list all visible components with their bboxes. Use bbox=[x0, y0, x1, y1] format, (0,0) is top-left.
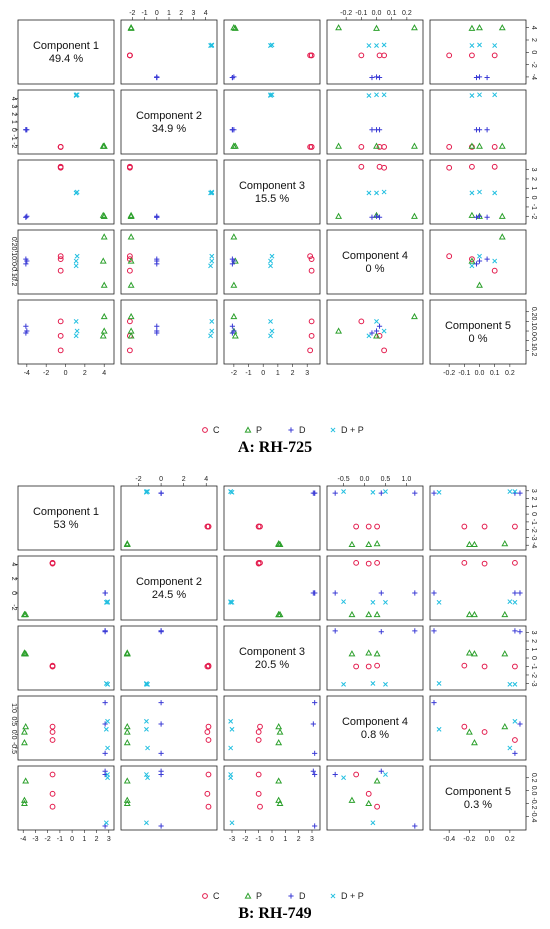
panel-frame bbox=[430, 556, 526, 620]
legend-marker-triangle bbox=[245, 427, 250, 432]
panel-1-1-2 bbox=[224, 556, 320, 620]
caption-b: B: RH-749 bbox=[238, 905, 312, 922]
tick-label: -2 bbox=[530, 61, 537, 68]
component-title: Component 2 bbox=[135, 576, 203, 588]
panel-frame bbox=[18, 160, 114, 224]
tick-label: 0.2 bbox=[530, 772, 537, 783]
component-title: Component 2 bbox=[135, 110, 203, 122]
tick-label: 4 bbox=[10, 96, 17, 101]
panel-1-0-1 bbox=[121, 486, 217, 550]
panel-1-4-1 bbox=[121, 766, 217, 830]
legend-1 bbox=[203, 891, 364, 901]
legend-marker-circle bbox=[203, 428, 208, 433]
tick-label: 0.0 bbox=[10, 256, 17, 266]
tick-label: 0 bbox=[154, 10, 159, 17]
panel-0-4-2 bbox=[224, 300, 320, 364]
tick-label: -2 bbox=[10, 142, 17, 149]
panel-frame bbox=[18, 486, 114, 550]
panel-1-4-4 bbox=[430, 766, 526, 830]
panel-frame bbox=[224, 486, 320, 550]
tick-label: 0 bbox=[261, 370, 266, 377]
panel-1-1-3 bbox=[327, 556, 423, 620]
panel-frame bbox=[224, 20, 320, 84]
tick-label: 0.5 bbox=[10, 716, 17, 727]
tick-label: 2 bbox=[530, 38, 537, 42]
tick-label: -2 bbox=[129, 10, 136, 17]
tick-label: 0.1 bbox=[10, 246, 17, 257]
panel-1-4-2 bbox=[224, 766, 320, 830]
tick-label: 2 bbox=[290, 370, 295, 377]
tick-label: 1.0 bbox=[10, 703, 17, 713]
tick-label: 3 bbox=[106, 836, 111, 843]
tick-label: -0.1 bbox=[355, 10, 368, 17]
tick-label: -0.1 bbox=[458, 370, 471, 377]
tick-label: -4 bbox=[530, 542, 537, 549]
tick-label: 2 bbox=[10, 112, 17, 117]
panel-frame bbox=[121, 300, 217, 364]
panel-0-3-2 bbox=[224, 230, 320, 294]
tick-label: -0.2 bbox=[10, 274, 17, 287]
tick-label: -3 bbox=[228, 836, 236, 843]
component-title: Component 4 bbox=[341, 716, 409, 728]
panel-0-2-4 bbox=[430, 160, 526, 224]
variance-value: 0 % bbox=[468, 333, 488, 345]
tick-label: -0.5 bbox=[10, 741, 17, 755]
legend-marker-triangle bbox=[245, 893, 250, 898]
panel-0-0-3 bbox=[327, 20, 423, 84]
panel-frame bbox=[224, 696, 320, 760]
tick-label: 1 bbox=[530, 647, 537, 652]
panel-frame bbox=[121, 696, 217, 760]
legend-label: D + P bbox=[341, 891, 364, 901]
panel-frame bbox=[430, 626, 526, 690]
legend-0 bbox=[203, 425, 364, 435]
tick-label: 0.0 bbox=[371, 10, 382, 17]
tick-label: -2 bbox=[530, 213, 537, 220]
panel-1-0-3 bbox=[327, 486, 423, 550]
tick-label: 1 bbox=[167, 10, 171, 17]
tick-label: -2 bbox=[135, 476, 142, 483]
panel-1-2-1 bbox=[121, 626, 217, 690]
tick-label: -1 bbox=[255, 836, 262, 843]
tick-label: -0.2 bbox=[530, 344, 537, 357]
variance-value: 49.4 % bbox=[48, 53, 84, 65]
legend-label: D bbox=[299, 891, 306, 901]
panel-1-3-2 bbox=[224, 696, 320, 760]
panel-0-0-0 bbox=[18, 20, 114, 84]
tick-label: -0.2 bbox=[463, 836, 476, 843]
component-title: Component 5 bbox=[444, 786, 512, 798]
tick-label: 1 bbox=[275, 370, 280, 377]
tick-label: -0.1 bbox=[530, 334, 537, 347]
matrix-1 bbox=[10, 476, 537, 843]
panel-frame bbox=[430, 160, 526, 224]
tick-label: 0 bbox=[70, 836, 75, 843]
tick-label: 3 bbox=[305, 370, 310, 377]
matrix-0 bbox=[10, 10, 537, 377]
panel-1-1-4 bbox=[430, 556, 526, 620]
panel-0-0-4 bbox=[430, 20, 526, 84]
tick-label: 3 bbox=[530, 488, 537, 493]
panel-0-3-4 bbox=[430, 230, 526, 294]
panel-0-1-4 bbox=[430, 90, 526, 154]
tick-label: 1 bbox=[10, 120, 17, 124]
tick-label: -2 bbox=[530, 526, 537, 533]
panel-1-4-3 bbox=[327, 766, 423, 830]
panel-1-0-2 bbox=[224, 486, 320, 550]
component-title: Component 3 bbox=[238, 646, 306, 658]
tick-label: 0 bbox=[10, 591, 17, 595]
tick-label: -0.2 bbox=[340, 10, 353, 17]
tick-label: -2 bbox=[242, 836, 249, 843]
panel-frame bbox=[121, 626, 217, 690]
legend-marker-x bbox=[331, 428, 335, 432]
panel-frame bbox=[430, 300, 526, 364]
tick-label: 3 bbox=[10, 104, 17, 109]
tick-label: -1 bbox=[10, 134, 17, 141]
panel-0-3-0 bbox=[18, 230, 114, 294]
caption-a: A: RH-725 bbox=[237, 439, 313, 456]
panel-frame bbox=[430, 766, 526, 830]
legend-label: C bbox=[213, 425, 220, 435]
tick-label: -3 bbox=[530, 534, 537, 541]
panel-frame bbox=[224, 300, 320, 364]
panel-frame bbox=[224, 160, 320, 224]
panel-frame bbox=[327, 696, 423, 760]
tick-label: 0 bbox=[10, 127, 17, 132]
tick-label: -4 bbox=[20, 836, 27, 843]
component-title: Component 1 bbox=[32, 506, 100, 518]
tick-label: -0.4 bbox=[443, 836, 456, 843]
panel-1-3-4 bbox=[430, 696, 526, 760]
panel-0-1-3 bbox=[327, 90, 423, 154]
panel-frame bbox=[18, 766, 114, 830]
tick-label: 2 bbox=[94, 836, 99, 843]
tick-label: -0.2 bbox=[443, 370, 456, 377]
legend-label: C bbox=[213, 891, 220, 901]
legend-label: D bbox=[299, 425, 306, 435]
panel-frame bbox=[121, 766, 217, 830]
tick-label: 2 bbox=[530, 639, 537, 643]
panel-0-4-0 bbox=[18, 300, 114, 364]
panel-0-1-1 bbox=[121, 90, 217, 154]
variance-value: 20.5 % bbox=[254, 659, 290, 671]
variance-value: 53 % bbox=[53, 519, 79, 531]
panel-1-3-1 bbox=[121, 696, 217, 760]
panel-0-4-1 bbox=[121, 300, 217, 364]
panel-frame bbox=[430, 90, 526, 154]
tick-label: -1 bbox=[245, 370, 252, 377]
tick-label: 0.2 bbox=[401, 10, 412, 17]
tick-label: -1 bbox=[141, 10, 148, 17]
panel-frame bbox=[327, 766, 423, 830]
panel-frame bbox=[121, 486, 217, 550]
tick-label: 0.2 bbox=[530, 306, 537, 317]
tick-label: -1 bbox=[56, 836, 64, 843]
tick-label: 0 bbox=[159, 476, 164, 483]
tick-label: 1.0 bbox=[401, 476, 412, 483]
component-title: Component 4 bbox=[341, 250, 409, 262]
panel-1-2-4 bbox=[430, 626, 526, 690]
tick-label: 0.0 bbox=[359, 476, 370, 483]
tick-label: 2 bbox=[530, 176, 537, 181]
tick-label: -1 bbox=[530, 203, 537, 211]
panel-1-2-0 bbox=[18, 626, 114, 690]
panel-1-0-4 bbox=[430, 486, 526, 550]
panel-frame bbox=[327, 486, 423, 550]
panel-frame bbox=[327, 556, 423, 620]
tick-label: 4 bbox=[203, 10, 208, 17]
panel-frame bbox=[224, 766, 320, 830]
tick-label: 0.2 bbox=[504, 370, 515, 377]
panel-frame bbox=[18, 230, 114, 294]
tick-label: 0.0 bbox=[530, 785, 537, 796]
panel-frame bbox=[224, 556, 320, 620]
panel-frame bbox=[121, 160, 217, 224]
tick-label: 3 bbox=[530, 630, 537, 635]
panel-1-1-0 bbox=[18, 556, 114, 620]
tick-label: 0.0 bbox=[474, 370, 485, 377]
panel-0-2-1 bbox=[121, 160, 217, 224]
tick-label: 1 bbox=[530, 186, 537, 191]
tick-label: 0.5 bbox=[380, 476, 391, 483]
tick-label: 2 bbox=[10, 576, 17, 581]
tick-label: 0.0 bbox=[10, 729, 17, 740]
tick-label: 1 bbox=[82, 836, 87, 843]
panel-frame bbox=[121, 90, 217, 154]
panel-frame bbox=[18, 626, 114, 690]
panel-frame bbox=[224, 90, 320, 154]
panel-0-1-0 bbox=[18, 90, 114, 154]
tick-label: 2 bbox=[530, 496, 537, 501]
tick-label: -3 bbox=[32, 836, 39, 843]
panel-frame bbox=[430, 486, 526, 550]
legend-label: P bbox=[256, 425, 263, 435]
tick-label: 0.1 bbox=[386, 10, 397, 17]
variance-value: 0.8 % bbox=[360, 729, 390, 741]
tick-label: -2 bbox=[10, 604, 17, 611]
tick-label: -1 bbox=[530, 518, 537, 526]
variance-value: 0.3 % bbox=[463, 799, 493, 811]
tick-label: 1 bbox=[530, 504, 537, 509]
legend-label: D + P bbox=[341, 425, 364, 435]
panel-frame bbox=[327, 300, 423, 364]
panel-frame bbox=[121, 556, 217, 620]
panel-frame bbox=[327, 626, 423, 690]
panel-1-2-2 bbox=[224, 626, 320, 690]
legend-label: P bbox=[256, 891, 263, 901]
panel-0-1-2 bbox=[224, 90, 320, 154]
panel-frame bbox=[18, 696, 114, 760]
tick-label: 4 bbox=[102, 370, 107, 377]
tick-label: 0.1 bbox=[489, 370, 500, 377]
panel-1-0-0 bbox=[18, 486, 114, 550]
tick-label: 4 bbox=[530, 25, 537, 30]
panel-frame bbox=[18, 300, 114, 364]
tick-label: 0.2 bbox=[10, 236, 17, 247]
component-title: Component 3 bbox=[238, 180, 306, 192]
component-title: Component 5 bbox=[444, 320, 512, 332]
component-title: Component 1 bbox=[32, 40, 100, 52]
tick-label: -1 bbox=[530, 663, 537, 670]
legend-marker-plus bbox=[288, 893, 293, 898]
tick-label: 3 bbox=[310, 836, 314, 843]
panel-0-2-3 bbox=[327, 160, 423, 224]
panel-0-2-0 bbox=[18, 160, 114, 224]
tick-label: 1 bbox=[283, 836, 288, 843]
tick-label: 4 bbox=[10, 562, 17, 567]
panel-frame bbox=[18, 556, 114, 620]
tick-label: 2 bbox=[82, 370, 87, 377]
tick-label: 3 bbox=[530, 167, 537, 172]
panel-frame bbox=[121, 230, 217, 294]
tick-label: -4 bbox=[23, 370, 30, 377]
panel-frame bbox=[224, 626, 320, 690]
tick-label: -2 bbox=[44, 836, 51, 843]
tick-label: 2 bbox=[296, 836, 301, 843]
panel-frame bbox=[18, 90, 114, 154]
variance-value: 0 % bbox=[365, 263, 385, 275]
panel-1-3-3 bbox=[327, 696, 423, 760]
panel-1-1-1 bbox=[121, 556, 217, 620]
tick-label: -3 bbox=[530, 680, 537, 687]
tick-label: -0.1 bbox=[10, 264, 17, 277]
tick-label: 0 bbox=[63, 370, 68, 377]
panel-1-2-3 bbox=[327, 626, 423, 690]
tick-label: 0 bbox=[270, 836, 274, 843]
tick-label: 0 bbox=[530, 656, 537, 660]
tick-label: 0 bbox=[530, 50, 537, 55]
variance-value: 15.5 % bbox=[254, 193, 290, 205]
variance-value: 34.9 % bbox=[151, 123, 187, 135]
tick-label: 0.2 bbox=[504, 836, 515, 843]
panel-frame bbox=[121, 20, 217, 84]
tick-label: -0.4 bbox=[530, 810, 537, 823]
tick-label: 0.0 bbox=[530, 326, 537, 336]
legend-marker-plus bbox=[288, 427, 293, 432]
panel-frame bbox=[327, 230, 423, 294]
tick-label: 0.1 bbox=[530, 316, 537, 327]
tick-label: 0 bbox=[530, 512, 537, 517]
panel-0-0-2 bbox=[224, 20, 320, 84]
legend-marker-x bbox=[331, 894, 335, 898]
panel-0-3-1 bbox=[121, 230, 217, 294]
panel-frame bbox=[327, 90, 423, 154]
panel-0-2-2 bbox=[224, 160, 320, 224]
tick-label: 4 bbox=[204, 476, 209, 483]
panel-1-3-0 bbox=[18, 696, 114, 760]
panel-0-3-3 bbox=[327, 230, 423, 294]
tick-label: 2 bbox=[179, 10, 184, 17]
tick-label: 0.0 bbox=[484, 836, 495, 843]
tick-label: -0.2 bbox=[530, 797, 537, 810]
tick-label: 2 bbox=[181, 476, 186, 483]
panel-1-4-0 bbox=[18, 766, 114, 830]
tick-label: -2 bbox=[230, 370, 237, 377]
tick-label: -2 bbox=[530, 671, 537, 679]
panel-0-4-3 bbox=[327, 300, 423, 364]
variance-value: 24.5 % bbox=[151, 589, 187, 601]
tick-label: 3 bbox=[191, 10, 196, 17]
tick-label: -0.5 bbox=[337, 476, 350, 483]
panel-frame bbox=[18, 20, 114, 84]
tick-label: 0 bbox=[530, 195, 537, 200]
panel-0-0-1 bbox=[121, 20, 217, 84]
tick-label: -2 bbox=[43, 370, 50, 377]
panel-0-4-4 bbox=[430, 300, 526, 364]
legend-marker-circle bbox=[203, 894, 208, 899]
tick-label: -4 bbox=[530, 73, 537, 81]
